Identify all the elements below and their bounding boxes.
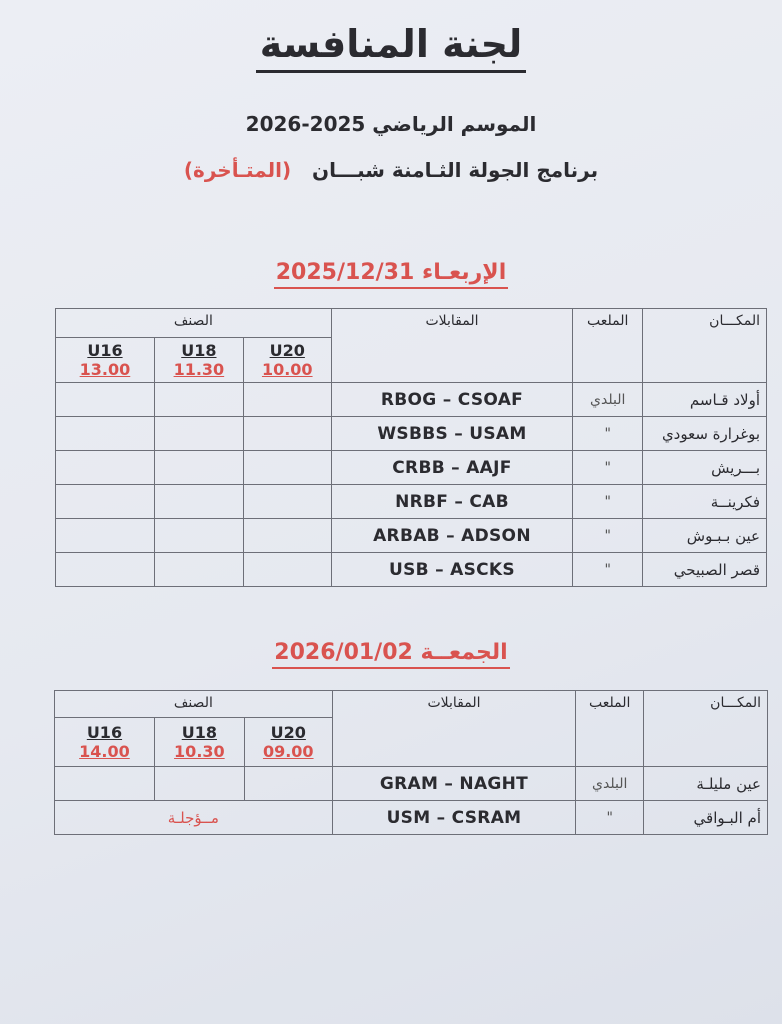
match-cell: USM – CSRAM — [332, 801, 576, 835]
empty-cell — [154, 767, 244, 801]
category-u16: U16 13.00 — [56, 338, 155, 383]
table-row — [56, 519, 767, 553]
place-cell: بـــريش — [643, 451, 767, 485]
category-u20: U20 09.00 — [244, 718, 332, 767]
header-matches: المقابلات — [332, 691, 576, 767]
empty-cell — [154, 485, 243, 519]
postponed-note: مــؤجلـة — [55, 801, 333, 835]
empty-cell — [56, 451, 155, 485]
stadium-cell: البلدي — [576, 767, 644, 801]
empty-cell — [243, 553, 331, 587]
header-place: المكـــان — [644, 691, 768, 767]
empty-cell — [244, 767, 332, 801]
category-u16: U16 14.00 — [55, 718, 155, 767]
place-cell: أم البـواقي — [644, 801, 768, 835]
place-cell: أولاد قـاسم — [643, 383, 767, 417]
category-u20: U20 10.00 — [243, 338, 331, 383]
stadium-cell: " — [573, 417, 643, 451]
stadium-cell: " — [573, 451, 643, 485]
table-row — [56, 485, 767, 519]
header-stadium: الملعب — [573, 309, 643, 383]
empty-cell — [154, 417, 243, 451]
empty-cell — [154, 519, 243, 553]
table-row — [56, 451, 767, 485]
match-cell: NRBF – CAB — [331, 485, 573, 519]
match-cell: WSBBS – USAM — [331, 417, 573, 451]
season-line: الموسم الرياضي 2025-2026 — [245, 112, 537, 136]
day-1-heading: الإربعـاء 2025/12/31 — [0, 260, 782, 285]
empty-cell — [56, 485, 155, 519]
schedule-table-day-2 — [54, 690, 768, 835]
empty-cell — [243, 383, 331, 417]
empty-cell — [56, 383, 155, 417]
table-row — [55, 767, 768, 801]
match-cell: CRBB – AAJF — [331, 451, 573, 485]
stadium-cell: " — [573, 553, 643, 587]
empty-cell — [243, 485, 331, 519]
header-place: المكـــان — [643, 309, 767, 383]
header-stadium: الملعب — [576, 691, 644, 767]
empty-cell — [56, 417, 155, 451]
place-cell: فكرينــة — [643, 485, 767, 519]
stadium-cell: البلدي — [573, 383, 643, 417]
table-row — [56, 383, 767, 417]
empty-cell — [154, 553, 243, 587]
empty-cell — [55, 767, 155, 801]
empty-cell — [154, 383, 243, 417]
place-cell: عين مليلـة — [644, 767, 768, 801]
category-u18: U18 11.30 — [154, 338, 243, 383]
empty-cell — [243, 519, 331, 553]
delayed-label: (المتـأخرة) — [183, 158, 292, 182]
empty-cell — [56, 553, 155, 587]
place-cell: قصر الصبيحي — [643, 553, 767, 587]
empty-cell — [56, 519, 155, 553]
header-category: الصنف — [56, 309, 332, 338]
category-u18: U18 10.30 — [154, 718, 244, 767]
place-cell: عين بـبـوش — [643, 519, 767, 553]
match-cell: RBOG – CSOAF — [331, 383, 573, 417]
place-cell: بوغرارة سعودي — [643, 417, 767, 451]
schedule-table-day-1 — [55, 308, 767, 587]
empty-cell — [154, 451, 243, 485]
stadium-cell: " — [573, 485, 643, 519]
header-matches: المقابلات — [331, 309, 573, 383]
table-row — [56, 417, 767, 451]
stadium-cell: " — [573, 519, 643, 553]
empty-cell — [243, 451, 331, 485]
table-row — [56, 553, 767, 587]
empty-cell — [243, 417, 331, 451]
header-category: الصنف — [55, 691, 333, 718]
day-2-heading: الجمعــة 2026/01/02 — [0, 640, 782, 665]
program-line — [0, 158, 782, 182]
program-text: برنامج الجولة الثـامنة شبـــان — [312, 158, 599, 182]
stadium-cell: " — [576, 801, 644, 835]
table-row — [55, 801, 768, 835]
page-title: لجنة المنافسة — [0, 22, 782, 66]
match-cell: GRAM – NAGHT — [332, 767, 576, 801]
match-cell: USB – ASCKS — [331, 553, 573, 587]
match-cell: ARBAB – ADSON — [331, 519, 573, 553]
